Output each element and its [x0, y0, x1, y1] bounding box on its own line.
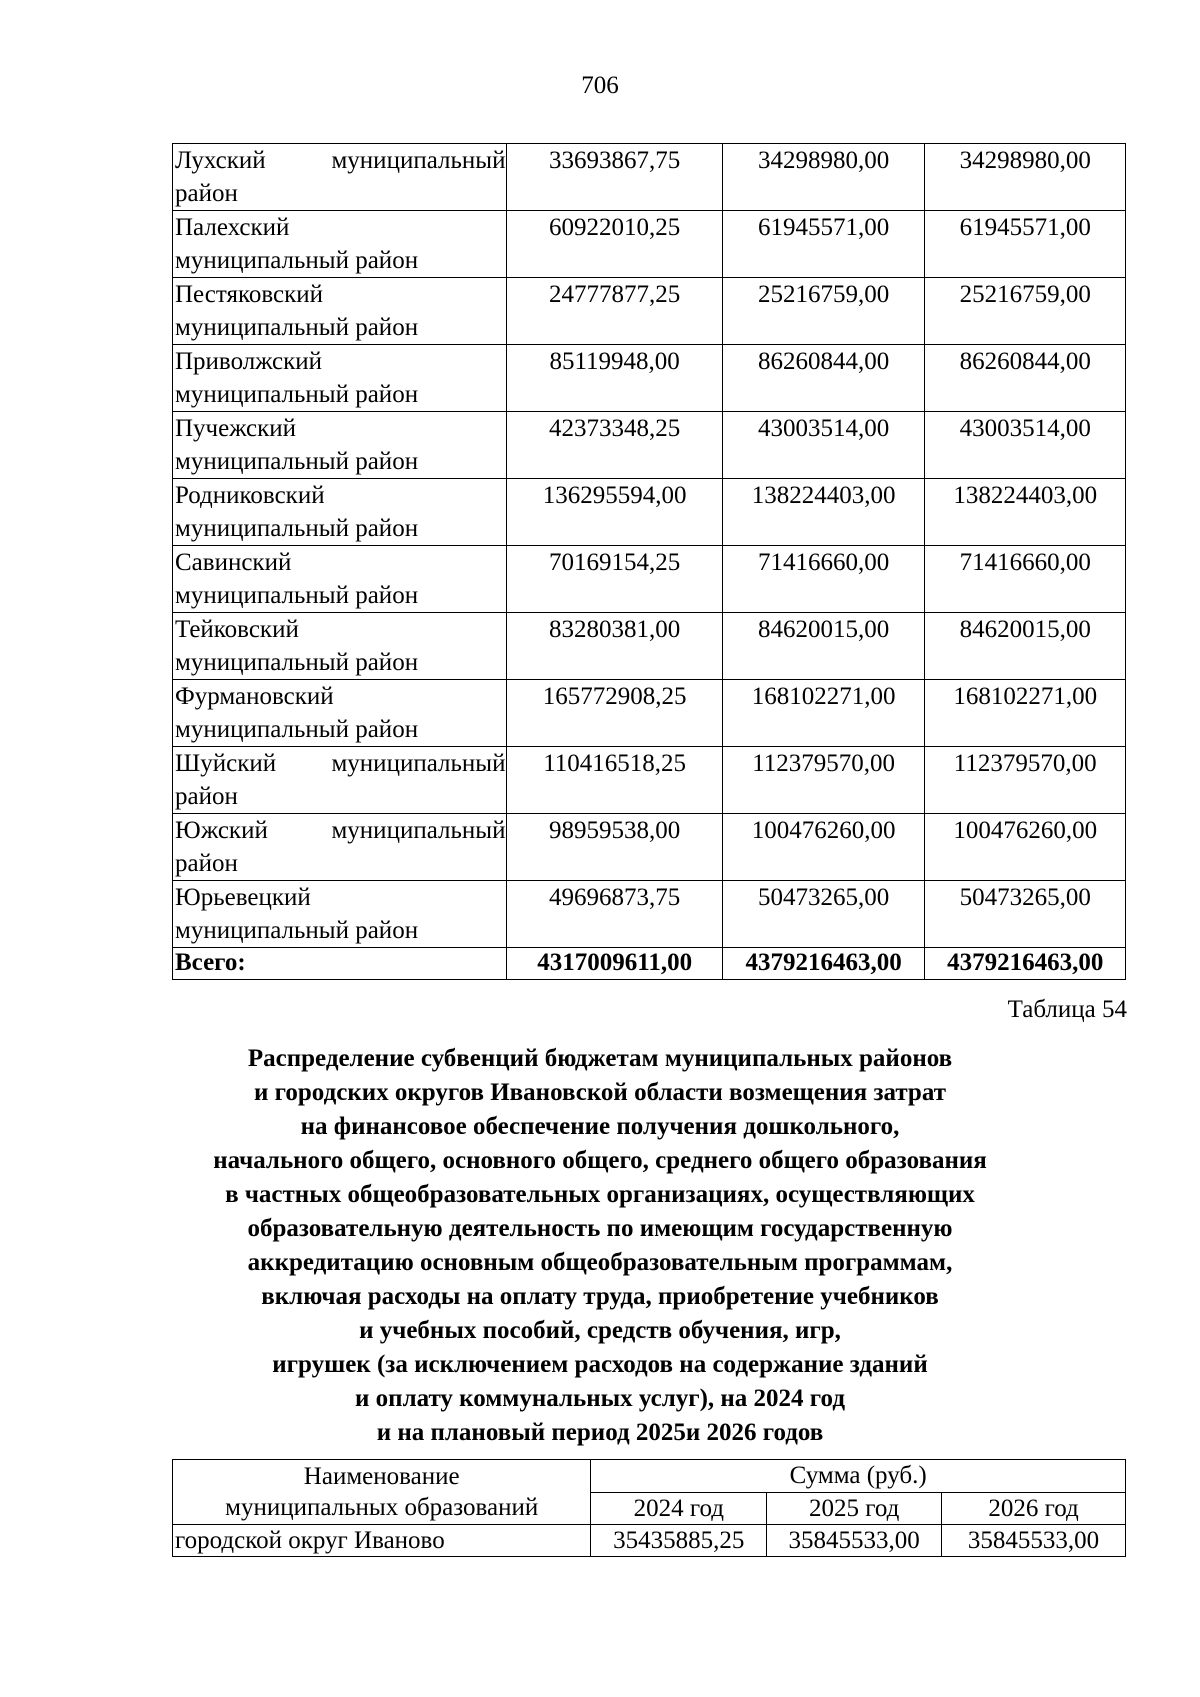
row-municipality-line2: муниципальный район [175, 582, 419, 609]
page-number: 706 [581, 72, 619, 99]
row-value-2: 61945571,00 [722, 211, 925, 278]
row-municipality-line2: муниципальный район [175, 247, 419, 274]
row-municipality [173, 278, 507, 345]
row-value-1: 165772908,25 [507, 680, 722, 747]
row-value-3: 138224403,00 [925, 479, 1126, 546]
row-municipality-line2: муниципальный район [175, 515, 419, 542]
row-municipality-word: Фурмановский [175, 683, 334, 710]
row-value-1: 136295594,00 [507, 479, 722, 546]
row-value-1: 70169154,25 [507, 546, 722, 613]
table-row [173, 747, 1126, 814]
row-value-1: 33693867,75 [507, 144, 722, 211]
total-value-3: 4379216463,00 [925, 948, 1126, 980]
row-municipality-line2: район [175, 850, 238, 877]
row-value-1: 60922010,25 [507, 211, 722, 278]
row-municipality-word: Савинский [175, 549, 292, 576]
row-municipality [173, 412, 507, 479]
subventions-table [172, 1459, 1126, 1557]
row-value-3: 112379570,00 [925, 747, 1126, 814]
header-municipality [173, 1460, 591, 1525]
table-row [173, 546, 1126, 613]
table-row [173, 278, 1126, 345]
heading-line: и городских округов Ивановской области возмещения затрат [254, 1079, 946, 1106]
row-municipality-word: Родниковский [175, 482, 325, 509]
row-municipality [173, 546, 507, 613]
row-value-3: 43003514,00 [925, 412, 1126, 479]
row-value-1: 98959538,00 [507, 814, 722, 881]
table-row [173, 814, 1126, 881]
table-label: Таблица 54 [1007, 996, 1127, 1023]
row-municipality [173, 211, 507, 278]
row-value-2: 168102271,00 [722, 680, 925, 747]
header-year-2025: 2025 год [767, 1492, 942, 1525]
row-value-3: 25216759,00 [925, 278, 1126, 345]
table-row [173, 144, 1126, 211]
header-year-2024: 2024 год [591, 1492, 767, 1525]
row-value-2: 112379570,00 [722, 747, 925, 814]
header-year-2026: 2026 год [942, 1492, 1126, 1525]
row-municipality-line2: муниципальный район [175, 917, 419, 944]
heading-line: на финансовое обеспечение получения дошкольного, [300, 1113, 900, 1140]
row-municipality [173, 881, 507, 948]
row-municipality-word: Юрьевецкий [175, 884, 311, 911]
row-value-2: 50473265,00 [722, 881, 925, 948]
table-row [173, 479, 1126, 546]
row-value-2: 86260844,00 [722, 345, 925, 412]
row-value-1: 49696873,75 [507, 881, 722, 948]
heading-line: образовательную деятельность по имеющим государственную [247, 1215, 953, 1242]
row-value-2025: 35845533,00 [767, 1525, 942, 1557]
table-row [173, 211, 1126, 278]
row-value-2024: 35435885,25 [591, 1525, 767, 1557]
header-municipality-line1: Наименование [303, 1463, 460, 1490]
row-value-1: 42373348,25 [507, 412, 722, 479]
heading-line: включая расходы на оплату труда, приобретение учебников [261, 1283, 939, 1310]
heading-line: и учебных пособий, средств обучения, игр, [359, 1317, 841, 1344]
heading-line: игрушек (за исключением расходов на содержание зданий [272, 1351, 928, 1378]
table-row [173, 881, 1126, 948]
row-municipality: городской округ Иваново [173, 1525, 591, 1557]
table-row [173, 680, 1126, 747]
row-value-3: 84620015,00 [925, 613, 1126, 680]
row-value-1: 110416518,25 [507, 747, 722, 814]
header-municipality-line2: муниципальных образований [225, 1494, 539, 1521]
total-value-2: 4379216463,00 [722, 948, 925, 980]
heading-line: начального общего, основного общего, среднего общего образования [213, 1147, 987, 1174]
table-row [173, 1525, 1126, 1557]
row-municipality-word: Тейковский [175, 616, 299, 643]
heading-line: Распределение субвенций бюджетам муниципальных районов [247, 1045, 953, 1072]
row-value-3: 71416660,00 [925, 546, 1126, 613]
row-municipality [173, 680, 507, 747]
row-municipality [173, 613, 507, 680]
row-value-2: 71416660,00 [722, 546, 925, 613]
table-row [173, 613, 1126, 680]
total-value-1: 4317009611,00 [507, 948, 722, 980]
heading-line: в частных общеобразовательных организациях, осуществляющих [225, 1181, 975, 1208]
total-row [173, 948, 1126, 980]
row-municipality-word: Пучежский [175, 415, 297, 442]
row-value-3: 86260844,00 [925, 345, 1126, 412]
row-value-2: 43003514,00 [722, 412, 925, 479]
heading-line: и на плановый период 2025и 2026 годов [376, 1419, 824, 1446]
header-sum: Сумма (руб.) [591, 1460, 1126, 1493]
row-value-3: 34298980,00 [925, 144, 1126, 211]
row-municipality [173, 479, 507, 546]
row-value-3: 61945571,00 [925, 211, 1126, 278]
row-municipality-word: Лухский [175, 147, 266, 174]
row-value-1: 85119948,00 [507, 345, 722, 412]
row-municipality-line2: муниципальный район [175, 381, 419, 408]
row-value-2: 138224403,00 [722, 479, 925, 546]
row-municipality-line2: район [175, 180, 238, 207]
row-municipality-word: Пестяковский [175, 281, 323, 308]
row-municipality-line2: муниципальный район [175, 448, 419, 475]
row-municipality-word: Шуйский [175, 750, 277, 777]
table-heading [0, 1042, 1200, 1450]
row-municipality-word: муниципальный [331, 147, 506, 174]
table-row [173, 412, 1126, 479]
row-value-2: 84620015,00 [722, 613, 925, 680]
row-value-2: 34298980,00 [722, 144, 925, 211]
row-municipality-line2: муниципальный район [175, 649, 419, 676]
row-municipality [173, 814, 507, 881]
row-municipality-word: муниципальный [331, 750, 506, 777]
row-value-2: 25216759,00 [722, 278, 925, 345]
subsidies-table-continued [172, 143, 1126, 980]
row-value-2: 100476260,00 [722, 814, 925, 881]
row-municipality [173, 144, 507, 211]
row-value-1: 24777877,25 [507, 278, 722, 345]
table-row [173, 345, 1126, 412]
row-value-3: 50473265,00 [925, 881, 1126, 948]
row-value-2026: 35845533,00 [942, 1525, 1126, 1557]
row-municipality-line2: муниципальный район [175, 716, 419, 743]
total-label: Всего: [173, 948, 507, 980]
row-municipality [173, 345, 507, 412]
row-municipality-word: Палехский [175, 214, 290, 241]
row-municipality-word: Южский [175, 817, 268, 844]
row-municipality-word: муниципальный [331, 817, 506, 844]
row-municipality-word: Приволжский [175, 348, 323, 375]
row-municipality [173, 747, 507, 814]
heading-line: аккредитацию основным общеобразовательным программам, [247, 1249, 953, 1276]
row-value-3: 100476260,00 [925, 814, 1126, 881]
row-municipality-line2: район [175, 783, 238, 810]
heading-line: и оплату коммунальных услуг), на 2024 год [355, 1385, 845, 1412]
row-municipality-line2: муниципальный район [175, 314, 419, 341]
row-value-3: 168102271,00 [925, 680, 1126, 747]
row-value-1: 83280381,00 [507, 613, 722, 680]
